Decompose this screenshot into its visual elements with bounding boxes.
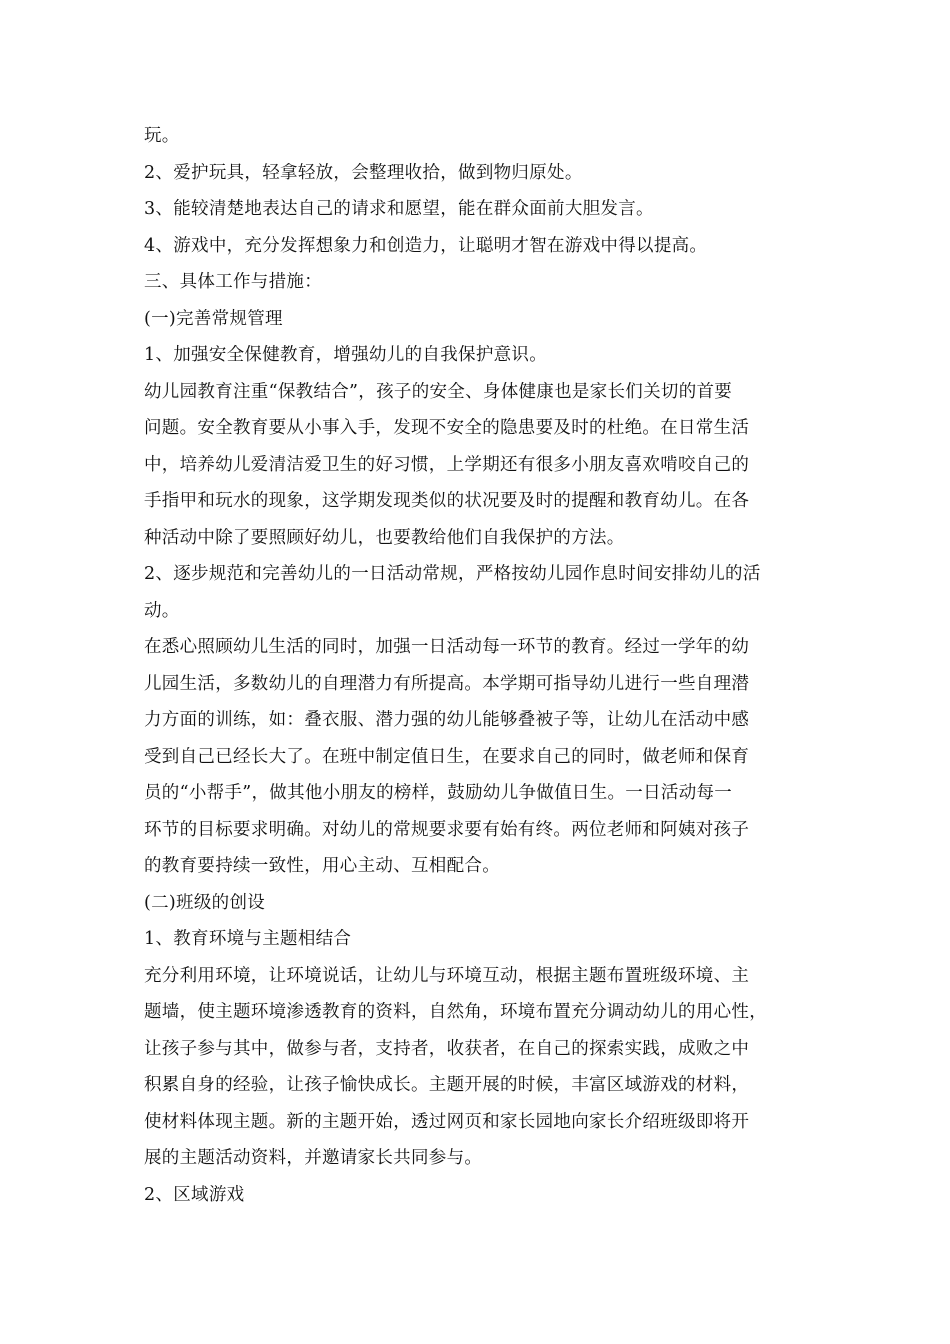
list-item: 3、能较清楚地表达自己的请求和愿望，能在群众面前大胆发言。 <box>144 199 654 219</box>
item-heading: 1、教育环境与主题相结合 <box>144 929 352 949</box>
subsection-heading: (一)完善常规管理 <box>144 308 283 329</box>
section-heading: 三、具体工作与措施： <box>144 272 322 292</box>
text-line: 玩。 <box>144 126 180 146</box>
paragraph-line: 展的主题活动资料，并邀请家长共同参与。 <box>144 1148 483 1168</box>
subsection-heading: (二)班级的创设 <box>144 892 266 913</box>
item-heading: 动。 <box>144 600 180 621</box>
list-item: 4、游戏中，充分发挥想象力和创造力，让聪明才智在游戏中得以提高。 <box>144 235 708 256</box>
paragraph-line: 让孩子参与其中，做参与者，支持者，收获者，在自己的探索实践，成败之中 <box>144 1038 750 1059</box>
paragraph-line: 在悉心照顾幼儿生活的同时，加强一日活动每一环节的教育。经过一学年的幼 <box>144 637 750 657</box>
paragraph-line: 问题。安全教育要从小事入手，发现不安全的隐患要及时的杜绝。在日常生活 <box>144 418 750 438</box>
paragraph-line: 员的“小帮手”，做其他小朋友的榜样，鼓励幼儿争做值日生。一日活动每一 <box>144 783 733 803</box>
paragraph-line: 力方面的训练，如：叠衣服、潜力强的幼儿能够叠被子等，让幼儿在活动中感 <box>144 710 750 730</box>
paragraph-line: 受到自己已经长大了。在班中制定值日生，在要求自己的同时，做老师和保育 <box>144 746 750 767</box>
paragraph-line: 积累自身的经验，让孩子愉快成长。主题开展的时候，丰富区域游戏的材料， <box>144 1075 750 1095</box>
item-heading: 2、逐步规范和完善幼儿的一日活动常规，严格按幼儿园作息时间安排幼儿的活 <box>144 564 761 584</box>
item-heading: 1、加强安全保健教育，增强幼儿的自我保护意识。 <box>144 345 548 365</box>
item-heading: 2、区域游戏 <box>144 1184 245 1205</box>
paragraph-line: 的教育要持续一致性，用心主动、互相配合。 <box>144 856 500 876</box>
paragraph-line: 幼儿园教育注重“保教结合”，孩子的安全、身体健康也是家长们关切的首要 <box>144 381 733 402</box>
paragraph-line: 中，培养幼儿爱清洁爱卫生的好习惯，上学期还有很多小朋友喜欢啃咬自己的 <box>144 454 750 475</box>
document-body <box>144 118 814 1213</box>
paragraph-line: 题墙，使主题环境渗透教育的资料，自然角，环境布置充分调动幼儿的用心性， <box>144 1002 767 1022</box>
paragraph-line: 充分利用环境，让环境说话，让幼儿与环境互动，根据主题布置班级环境、主 <box>144 965 750 986</box>
paragraph-line: 儿园生活，多数幼儿的自理潜力有所提高。本学期可指导幼儿进行一些自理潜 <box>144 673 750 694</box>
paragraph-line: 使材料体现主题。新的主题开始，透过网页和家长园地向家长介绍班级即将开 <box>144 1111 750 1132</box>
paragraph-line: 环节的目标要求明确。对幼儿的常规要求要有始有终。两位老师和阿姨对孩子 <box>144 819 750 840</box>
paragraph-line: 种活动中除了要照顾好幼儿，也要教给他们自我保护的方法。 <box>144 527 625 548</box>
paragraph-line: 手指甲和玩水的现象，这学期发现类似的状况要及时的提醒和教育幼儿。在各 <box>144 491 750 511</box>
list-item: 2、爱护玩具，轻拿轻放，会整理收拾，做到物归原处。 <box>144 162 583 183</box>
